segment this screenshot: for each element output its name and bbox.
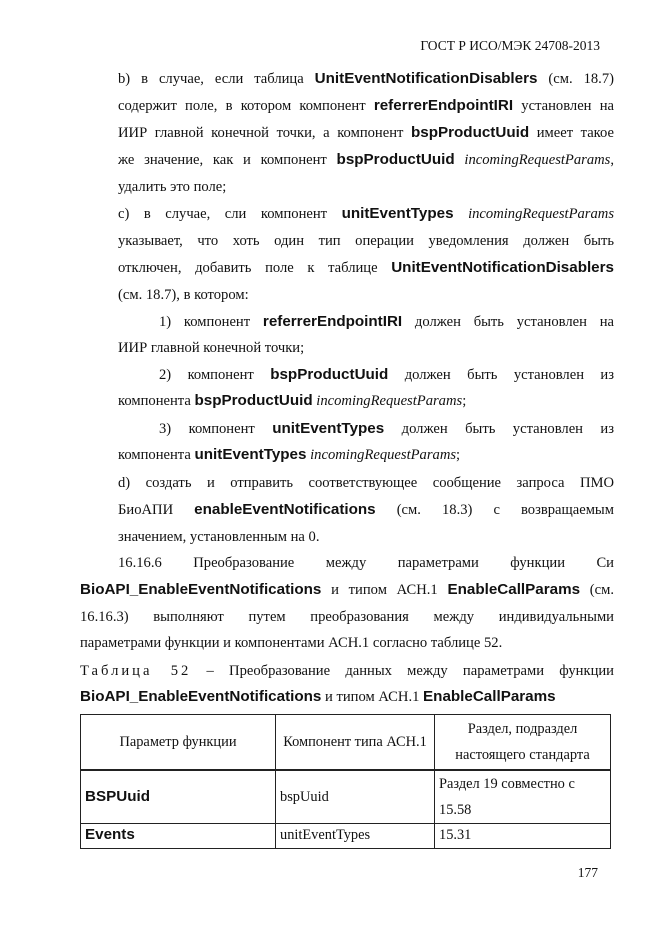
item-b-line-5: удалить это поле; <box>118 179 227 195</box>
item-c-line-1: c) в случае, сли компонент unitEventTypes incomingRequestParams <box>118 205 614 222</box>
page-number: 177 <box>577 865 598 880</box>
page-header: ГОСТ Р ИСО/МЭК 24708-2013 <box>420 38 600 53</box>
item-b-line-3: ИИР главной конечной точки, а компонент bspProductUuid имеет такое <box>118 124 614 141</box>
item-b-line-4: же значение, как и компонент bspProductUuid incomingRequestParams, <box>118 151 614 168</box>
item-b-line-2: содержит поле, в котором компонент referrerEndpointIRI установлен на <box>118 97 614 114</box>
section-line-1: 16.16.6 Преобразование между параметрами функции Си <box>118 555 614 571</box>
sub-3-line-2: компонента unitEventTypes incomingRequestParams; <box>118 446 461 463</box>
section-line-4: параметрами функции и компонентами АСН.1 согласно таблице 52. <box>80 635 503 651</box>
table-52 <box>80 714 611 849</box>
table-header-row <box>81 715 611 771</box>
section-line-2: BioAPI_EnableEventNotifications и типом АСН.1 EnableCallParams (см. <box>80 581 615 598</box>
table-caption-line-1: Таблица 52 – Преобразование данных между параметрами функции <box>80 663 614 679</box>
sub-2-line-2: компонента bspProductUuid incomingRequestParams; <box>118 392 467 409</box>
item-d-line-1: d) создать и отправить соответствующее сообщение запроса ПМО <box>118 475 614 491</box>
table-row <box>81 770 611 824</box>
table-cell: Events <box>81 824 276 849</box>
sub-3-line-1: 3) компонент unitEventTypes должен быть установлен из <box>159 420 614 437</box>
table-cell: 15.31 <box>435 824 611 849</box>
header-cell: Раздел, подраздел настоящего стандарта <box>435 715 611 771</box>
sub-1-line-1: 1) компонент referrerEndpointIRI должен быть установлен на <box>159 313 614 330</box>
item-c-line-2: указывает, что хоть один тип операции уведомления должен быть <box>118 233 614 249</box>
table-cell: bspUuid <box>276 770 435 824</box>
header-cell: Параметр функции <box>81 715 276 771</box>
item-d-line-3: значением, установленным на 0. <box>118 529 320 545</box>
section-line-3: 16.16.3) выполняют путем преобразования между индивидуальными <box>80 609 614 625</box>
table-cell: unitEventTypes <box>276 824 435 849</box>
sub-2-line-1: 2) компонент bspProductUuid должен быть установлен из <box>159 366 615 383</box>
item-b-line-1: b) в случае, если таблица UnitEventNotificationDisablers (см. 18.7) <box>118 70 614 87</box>
item-c-line-4: (см. 18.7), в котором: <box>118 287 249 303</box>
table-row <box>81 824 611 849</box>
table-caption-line-2: BioAPI_EnableEventNotifications и типом АСН.1 EnableCallParams <box>80 688 556 705</box>
table-cell: BSPUuid <box>81 770 276 824</box>
header-cell: Компонент типа АСН.1 <box>276 715 435 771</box>
item-c-line-3: отключен, добавить поле к таблице UnitEventNotificationDisablers <box>118 259 614 276</box>
table-cell: Раздел 19 совместно с 15.58 <box>435 770 611 824</box>
sub-1-line-2: ИИР главной конечной точки; <box>118 340 305 356</box>
item-d-line-2: БиоАПИ enableEventNotifications (см. 18.3) с возвращаемым <box>118 501 614 518</box>
